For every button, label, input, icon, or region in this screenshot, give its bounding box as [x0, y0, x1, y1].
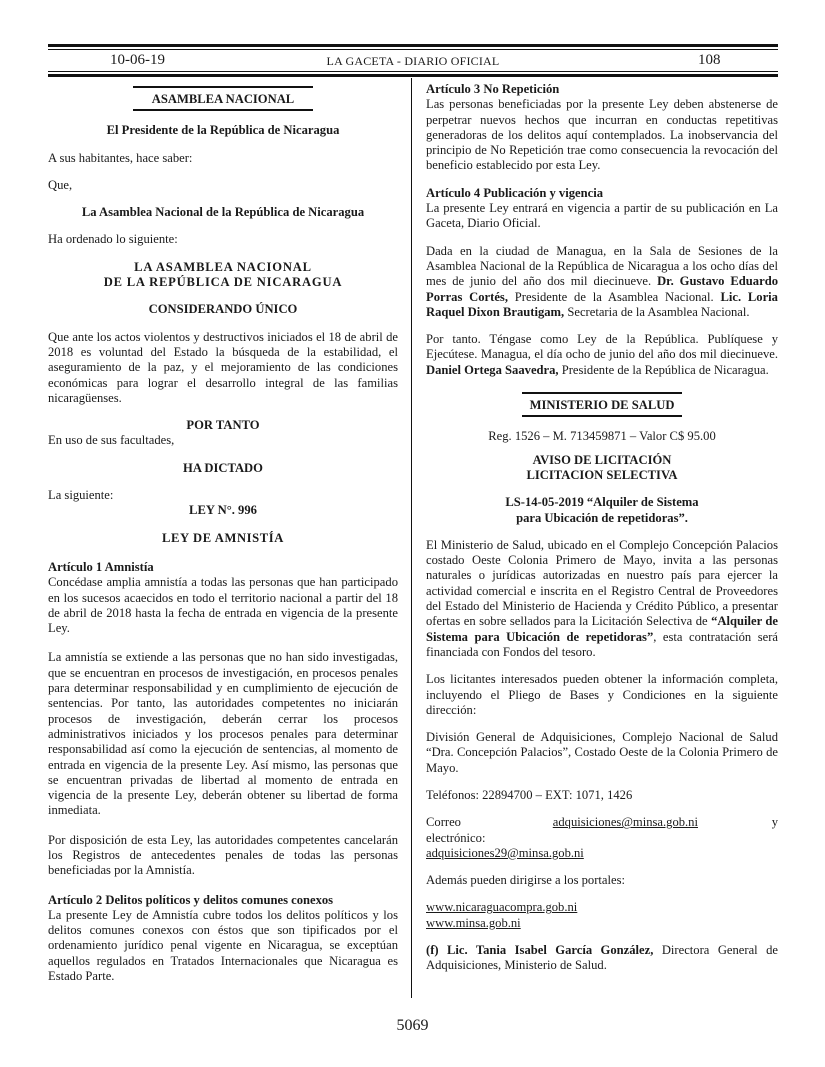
- ha-dictado-heading: HA DICTADO: [183, 460, 263, 475]
- signature-paragraph: [426, 943, 778, 974]
- minsa-text-end: , esta contratación será financiada con Fondos del tesoro.: [426, 629, 778, 659]
- considerando-heading: CONSIDERANDO ÚNICO: [148, 302, 298, 317]
- heading-line-2: DE LA REPÚBLICA DE NICARAGUA: [103, 275, 343, 290]
- portal-link-2[interactable]: www.minsa.gob.ni: [426, 915, 521, 930]
- left-column: [48, 86, 398, 984]
- president-role: Presidente de la República de Nicaragua.: [561, 362, 769, 377]
- minsa-text: El Ministerio de Salud, ubicado en el Complejo Concepción Palacios costado Oeste Colonia Primero de Mayo, invita a las personas naturales o jurídicas autorizadas en nuestro país para ejercer la actividad comercial e inscrita en el Registro Central de Proveedores del Estado del Ministerio de Hacienda y Crédito Público, a presentar ofertas en sobre sellados para la Licitación Selectiva de: [426, 537, 778, 629]
- to-inhabitants: A sus habitantes, hace saber:: [48, 150, 193, 165]
- assembly-line: La Asamblea Nacional de la República de Nicaragua: [81, 205, 365, 220]
- considerando-text: Que ante los actos violentos y destructivos iniciados el 18 de abril de 2018 es voluntad del Estado la búsqueda de la estabilidad, el aseguramiento de la paz, y el mejoramiento de las condiciones económicas para lograr el desarrollo integral de las familias nicaragüenses.: [48, 329, 398, 405]
- section-title-asamblea: [133, 86, 313, 111]
- ley-number: LEY N°. 996: [189, 503, 257, 518]
- article-3-text: Las personas beneficiadas por la presente Ley deben abstenerse de perpetrar nuevos hechos que incurran en conductas repetitivas generadoras de los delitos aquí contemplados. La inobservancia del principio de No Repetición trae como consecuencia la revocación del beneficio establecido por esta Ley.: [426, 97, 778, 173]
- article-2-title: Artículo 2 Delitos políticos y delitos comunes conexos: [48, 892, 334, 907]
- portales-line: Además pueden dirigirse a los portales:: [426, 873, 625, 888]
- section-label-minsa: MINISTERIO DE SALUD: [529, 398, 675, 413]
- signature-name: (f) Lic. Tania Isabel García González,: [426, 943, 654, 958]
- column-divider: [411, 78, 412, 998]
- siguiente-line: La siguiente:: [48, 488, 114, 503]
- email-link-2[interactable]: adquisiciones29@minsa.gob.ni: [426, 845, 584, 860]
- signer-2-role: Secretaria de la Asamblea Nacional.: [567, 304, 750, 319]
- header-date: 10-06-19: [110, 52, 165, 68]
- portal-link-1[interactable]: www.nicaraguacompra.gob.ni: [426, 900, 578, 915]
- por-tanto-paragraph: [426, 332, 778, 378]
- footer-page-number: 5069: [396, 1017, 429, 1034]
- header-page-number: 108: [698, 52, 721, 68]
- dada-text: Dada en la ciudad de Managua, en la Sala de Sesiones de la Asamblea Nacional de la República de Nicaragua a los ocho días del mes de junio del año dos mil diecinueve.: [426, 243, 778, 289]
- email-and: y: [771, 815, 778, 830]
- tender-title-2: para Ubicación de repetidoras”.: [516, 510, 688, 525]
- aviso-line-1: AVISO DE LICITACIÓN: [532, 452, 672, 467]
- section-label: ASAMBLEA NACIONAL: [151, 92, 295, 106]
- por-tanto-text: Por tanto. Téngase como Ley de la República. Publíquese y Ejecútese. Managua, el día ocho de junio del año dos mil diecinueve.: [426, 332, 778, 362]
- ley-title: LEY DE AMNISTÍA: [162, 530, 284, 545]
- signer-2-name: Lic. Loria Raquel Dixon Brautigam,: [426, 289, 778, 319]
- licitantes-paragraph: Los licitantes interesados pueden obtener la información completa, incluyendo el Pliego de Bases y Condiciones en la siguiente dirección:: [426, 672, 778, 717]
- signer-1-role: Presidente de la Asamblea Nacional.: [514, 289, 714, 304]
- division-paragraph: División General de Adquisiciones, Complejo Nacional de Salud “Dra. Concepción Palacios”, Costado Oeste de la Colonia Primero de Mayo.: [426, 730, 778, 775]
- que-line: Que,: [48, 177, 73, 192]
- page-header: [48, 52, 778, 70]
- article-4-title: Artículo 4 Publicación y vigencia: [426, 185, 604, 200]
- article-1-text: Concédase amplia amnistía a todas las personas que han participado en los sucesos acaecidos en todo el territorio nacional a partir del 18 de abril de 2018 hasta la fecha de entrada en vigencia de la presente Ley.: [48, 575, 398, 636]
- right-column: [426, 82, 778, 974]
- email-line: [426, 815, 778, 846]
- aviso-line-2: LICITACION SELECTIVA: [526, 467, 678, 482]
- email-label: Correo electrónico:: [426, 815, 486, 845]
- article-2-text: La presente Ley de Amnistía cubre todos los delitos políticos y los delitos comunes conexos con éstos que son tipificados por el ordenamiento jurídico penal vigente en Nicaragua, se exceptúan aquellos regulados en Tratados Internacionales que Nicaragua es Estado Parte.: [48, 907, 398, 984]
- article-4-text: La presente Ley entrará en vigencia a partir de su publicación en La Gaceta, Diario Oficial.: [426, 201, 778, 231]
- header-title: LA GACETA - DIARIO OFICIAL: [326, 54, 500, 68]
- article-1-text-3: Por disposición de esta Ley, las autoridades competentes cancelarán los Registros de antecedentes penales de todas las personas beneficiadas por la Amnistía.: [48, 832, 398, 878]
- minsa-tender-name: “Alquiler de Sistema para Ubicación de repetidoras”: [426, 614, 778, 644]
- article-3-title: Artículo 3 No Repetición: [426, 82, 560, 96]
- section-title-minsa: [522, 392, 682, 417]
- article-1-text-2: La amnistía se extiende a las personas que no han sido investigadas, que se encuentran en procesos de investigación, en procesos penales para determinar responsabilidad y en cumplimiento de ejecución de sentencias. Por tanto, las autoridades competentes no iniciarán procesos de investigación, deberán cerrar los procesos administrativos iniciados y los procesos penales para determinar responsabilidad así como la ejecución de sentencias, al momento de entrada en vigencia de la presente Ley. Así mismo, las personas que se encuentran privadas de libertad al momento de entrada en vigencia de la presente Ley, deberán obtener su libertad de forma inmediata.: [48, 650, 398, 818]
- header-top-rule: [48, 44, 778, 47]
- president-line: El Presidente de la República de Nicaragua: [106, 123, 340, 138]
- registration-line: Reg. 1526 – M. 713459871 – Valor C$ 95.00: [488, 429, 716, 444]
- telefonos-line: Teléfonos: 22894700 – EXT: 1071, 1426: [426, 787, 633, 802]
- email-link-1[interactable]: adquisiciones@minsa.gob.ni: [552, 815, 698, 830]
- header-bottom-rule: [48, 74, 778, 77]
- facultades-line: En uso de sus facultades,: [48, 433, 175, 448]
- minsa-paragraph: [426, 538, 778, 660]
- dada-paragraph: [426, 244, 778, 320]
- president-name: Daniel Ortega Saavedra,: [426, 362, 559, 377]
- tender-title-1: LS-14-05-2019 “Alquiler de Sistema: [505, 495, 699, 510]
- signer-1-name: Dr. Gustavo Eduardo Porras Cortés,: [426, 274, 778, 304]
- signature-role: Directora General de Adquisiciones, Ministerio de Salud.: [426, 943, 778, 973]
- por-tanto-heading: POR TANTO: [186, 418, 260, 433]
- header-top-rule-thin: [48, 49, 778, 50]
- header-bottom-rule-thin: [48, 71, 778, 72]
- heading-line-1: LA ASAMBLEA NACIONAL: [134, 259, 312, 274]
- ordered-line: Ha ordenado lo siguiente:: [48, 232, 178, 247]
- article-1-title: Artículo 1 Amnistía: [48, 559, 154, 574]
